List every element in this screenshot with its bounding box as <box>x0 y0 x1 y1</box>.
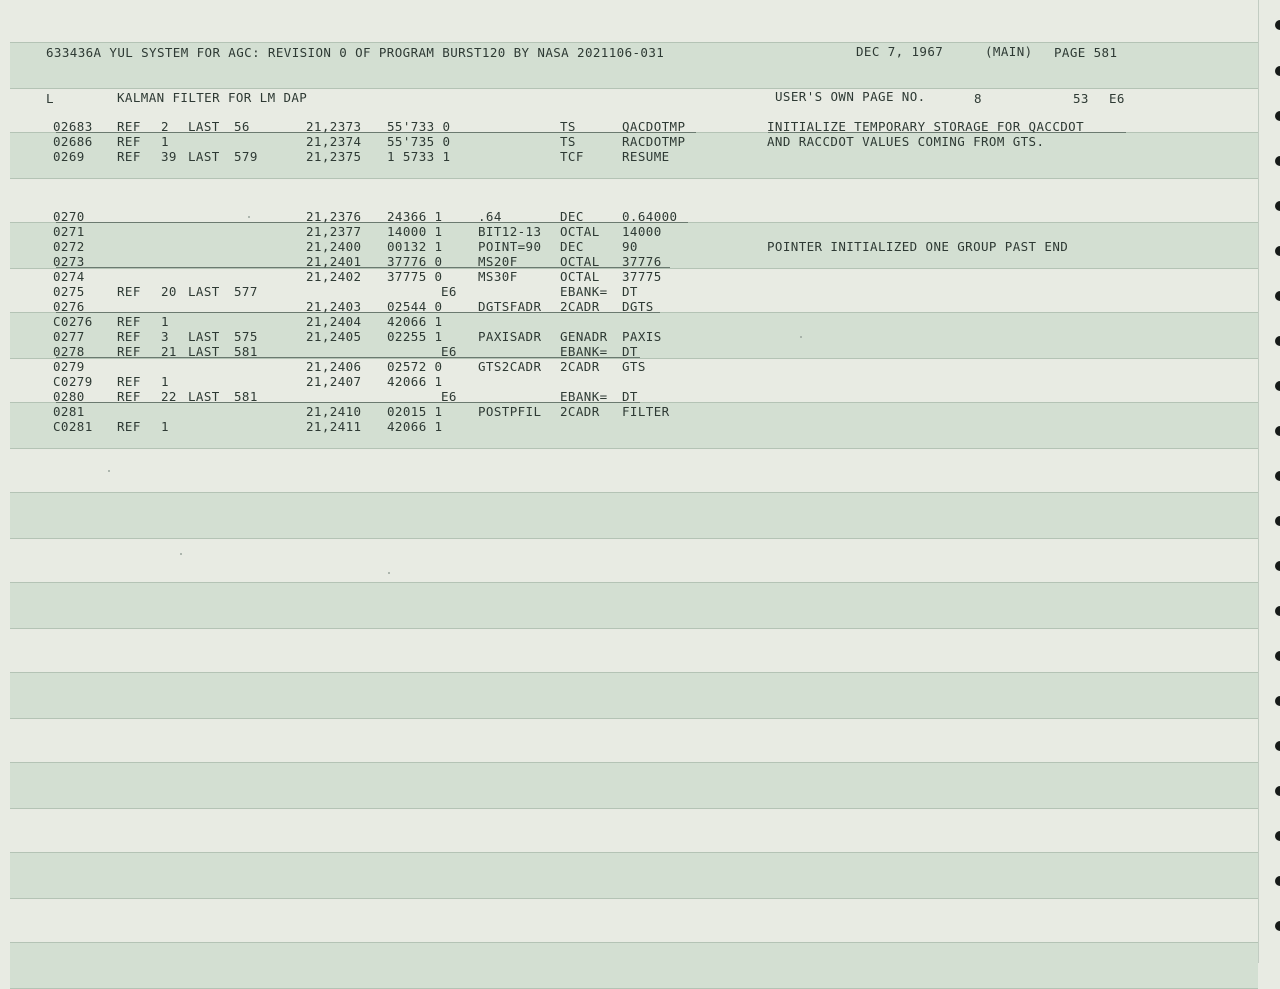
operand: QACDOTMP <box>622 119 686 134</box>
ref-count: 1 <box>161 419 169 434</box>
ref-keyword: REF <box>117 419 141 434</box>
last-keyword: LAST <box>188 119 220 134</box>
ref-keyword: REF <box>117 314 141 329</box>
symbol-label: MS20F <box>478 254 518 269</box>
listing-row <box>0 314 1280 329</box>
listing-date: DEC 7, 1967 <box>856 44 944 59</box>
opcode: EBANK= <box>560 344 608 359</box>
green-bar <box>10 582 1258 629</box>
ebank-code: E6 <box>441 389 457 404</box>
line-number: 0277 <box>53 329 85 344</box>
listing-row <box>0 419 1280 434</box>
octal-word: 55'733 0 <box>387 119 451 134</box>
opcode: OCTAL <box>560 269 600 284</box>
last-page: 577 <box>234 284 258 299</box>
page-code: 53 <box>1073 91 1089 106</box>
operand: GTS <box>622 359 646 374</box>
opcode: TS <box>560 134 576 149</box>
comment: POINTER INITIALIZED ONE GROUP PAST END <box>767 239 1069 254</box>
ink-speck <box>108 470 110 472</box>
opcode: 2CADR <box>560 404 600 419</box>
line-number: 0281 <box>53 404 85 419</box>
opcode: 2CADR <box>560 299 600 314</box>
users-page-label: USER'S OWN PAGE NO. <box>775 89 926 104</box>
listing-row <box>0 284 1280 299</box>
ref-count: 1 <box>161 134 169 149</box>
line-number: 0274 <box>53 269 85 284</box>
octal-word: 02572 0 <box>387 359 443 374</box>
address: 21,2410 <box>306 404 362 419</box>
last-keyword: LAST <box>188 329 220 344</box>
feed-hole <box>1275 66 1280 76</box>
last-keyword: LAST <box>188 284 220 299</box>
ebank-code: E6 <box>441 344 457 359</box>
address: 21,2377 <box>306 224 362 239</box>
ref-keyword: REF <box>117 329 141 344</box>
address: 21,2405 <box>306 329 362 344</box>
opcode: TS <box>560 119 576 134</box>
operand: RESUME <box>622 149 670 164</box>
ref-keyword: REF <box>117 119 141 134</box>
ebank-code: E6 <box>441 284 457 299</box>
octal-word: 42066 1 <box>387 314 443 329</box>
listing-row <box>0 299 1280 314</box>
last-page: 581 <box>234 344 258 359</box>
operand: RACDOTMP <box>622 134 686 149</box>
listing-row <box>0 389 1280 404</box>
opcode: OCTAL <box>560 224 600 239</box>
feed-hole <box>1275 921 1280 931</box>
listing-row <box>0 224 1280 239</box>
octal-word: 00132 1 <box>387 239 443 254</box>
page-number: PAGE 581 <box>1054 45 1118 60</box>
address: 21,2401 <box>306 254 362 269</box>
octal-word: 37776 0 <box>387 254 443 269</box>
ref-count: 39 <box>161 149 177 164</box>
ink-speck <box>180 553 182 555</box>
line-number: 0275 <box>53 284 85 299</box>
opcode: EBANK= <box>560 389 608 404</box>
opcode: 2CADR <box>560 359 600 374</box>
octal-word: 55'735 0 <box>387 134 451 149</box>
line-number: 0280 <box>53 389 85 404</box>
symbol-label: POINT=90 <box>478 239 542 254</box>
feed-hole <box>1275 606 1280 616</box>
address: 21,2400 <box>306 239 362 254</box>
opcode: DEC <box>560 239 584 254</box>
operand: 90 <box>622 239 638 254</box>
address: 21,2406 <box>306 359 362 374</box>
listing-row <box>0 329 1280 344</box>
last-keyword: LAST <box>188 149 220 164</box>
last-page: 579 <box>234 149 258 164</box>
operand: 14000 <box>622 224 662 239</box>
section-title: KALMAN FILTER FOR LM DAP <box>117 90 308 105</box>
symbol-label: DGTSFADR <box>478 299 542 314</box>
listing-row <box>0 359 1280 374</box>
ref-count: 21 <box>161 344 177 359</box>
symbol-label: MS30F <box>478 269 518 284</box>
line-number: 0278 <box>53 344 85 359</box>
green-bar <box>10 672 1258 719</box>
ref-keyword: REF <box>117 284 141 299</box>
address: 21,2404 <box>306 314 362 329</box>
listing-row <box>0 254 1280 269</box>
line-number: 0270 <box>53 209 85 224</box>
line-number: 0271 <box>53 224 85 239</box>
operand: DGTS <box>622 299 654 314</box>
listing-row <box>0 374 1280 389</box>
comment: AND RACCDOT VALUES COMING FROM GTS. <box>767 134 1045 149</box>
ref-count: 1 <box>161 374 169 389</box>
feed-hole <box>1275 20 1280 30</box>
octal-word: 02544 0 <box>387 299 443 314</box>
octal-word: 24366 1 <box>387 209 443 224</box>
line-number: 0279 <box>53 359 85 374</box>
line-number: C0281 <box>53 419 93 434</box>
listing-row <box>0 209 1280 224</box>
line-number: C0276 <box>53 314 93 329</box>
operand: DT <box>622 344 638 359</box>
octal-word: 14000 1 <box>387 224 443 239</box>
listing-section: (MAIN) <box>985 44 1033 59</box>
opcode: OCTAL <box>560 254 600 269</box>
listing-row <box>0 269 1280 284</box>
last-page: 56 <box>234 119 250 134</box>
octal-word: 02015 1 <box>387 404 443 419</box>
last-keyword: LAST <box>188 389 220 404</box>
opcode: DEC <box>560 209 584 224</box>
ink-speck <box>388 572 390 574</box>
octal-word: 42066 1 <box>387 419 443 434</box>
listing-title: 633436A YUL SYSTEM FOR AGC: REVISION 0 OF PROGRAM BURST120 BY NASA 2021106-031 <box>46 45 665 60</box>
line-number: 0276 <box>53 299 85 314</box>
address: 21,2374 <box>306 134 362 149</box>
feed-hole <box>1275 516 1280 526</box>
ref-count: 20 <box>161 284 177 299</box>
line-number: C0279 <box>53 374 93 389</box>
opcode: GENADR <box>560 329 608 344</box>
ref-count: 22 <box>161 389 177 404</box>
address: 21,2376 <box>306 209 362 224</box>
operand: PAXIS <box>622 329 662 344</box>
listing-row <box>0 119 1280 134</box>
ref-keyword: REF <box>117 389 141 404</box>
line-number: 02686 <box>53 134 93 149</box>
address: 21,2373 <box>306 119 362 134</box>
symbol-label: GTS2CADR <box>478 359 542 374</box>
listing-mark: L <box>46 91 54 106</box>
octal-word: 1 5733 1 <box>387 149 451 164</box>
address: 21,2411 <box>306 419 362 434</box>
users-page-number: 8 <box>974 91 982 106</box>
feed-hole <box>1275 876 1280 886</box>
ref-keyword: REF <box>117 374 141 389</box>
feed-hole <box>1275 696 1280 706</box>
opcode: TCF <box>560 149 584 164</box>
listing-row <box>0 149 1280 164</box>
opcode: EBANK= <box>560 284 608 299</box>
feed-hole <box>1275 561 1280 571</box>
operand: 0.64000 <box>622 209 678 224</box>
symbol-label: .64 <box>478 209 502 224</box>
listing-row <box>0 344 1280 359</box>
ref-count: 2 <box>161 119 169 134</box>
line-number: 0273 <box>53 254 85 269</box>
line-number: 02683 <box>53 119 93 134</box>
octal-word: 42066 1 <box>387 374 443 389</box>
symbol-label: BIT12-13 <box>478 224 542 239</box>
operand: DT <box>622 389 638 404</box>
ref-keyword: REF <box>117 344 141 359</box>
ref-count: 3 <box>161 329 169 344</box>
comment: INITIALIZE TEMPORARY STORAGE FOR QACCDOT <box>767 119 1085 134</box>
symbol-label: POSTPFIL <box>478 404 542 419</box>
feed-hole <box>1275 471 1280 481</box>
last-keyword: LAST <box>188 344 220 359</box>
operand: FILTER <box>622 404 670 419</box>
green-bar <box>10 492 1258 539</box>
address: 21,2375 <box>306 149 362 164</box>
operand: 37776 <box>622 254 662 269</box>
green-bar <box>10 762 1258 809</box>
listing-row <box>0 239 1280 254</box>
line-number: 0272 <box>53 239 85 254</box>
listing-row <box>0 404 1280 419</box>
address: 21,2403 <box>306 299 362 314</box>
last-page: 575 <box>234 329 258 344</box>
feed-hole <box>1275 831 1280 841</box>
symbol-label: PAXISADR <box>478 329 542 344</box>
listing-row <box>0 134 1280 149</box>
operand: DT <box>622 284 638 299</box>
address: 21,2402 <box>306 269 362 284</box>
page-bank: E6 <box>1109 91 1125 106</box>
last-page: 581 <box>234 389 258 404</box>
octal-word: 37775 0 <box>387 269 443 284</box>
operand: 37775 <box>622 269 662 284</box>
feed-hole <box>1275 786 1280 796</box>
feed-hole <box>1275 741 1280 751</box>
line-number: 0269 <box>53 149 85 164</box>
octal-word: 02255 1 <box>387 329 443 344</box>
ref-keyword: REF <box>117 134 141 149</box>
address: 21,2407 <box>306 374 362 389</box>
feed-hole <box>1275 651 1280 661</box>
ref-count: 1 <box>161 314 169 329</box>
ref-keyword: REF <box>117 149 141 164</box>
green-bar <box>10 942 1258 989</box>
green-bar <box>10 852 1258 899</box>
